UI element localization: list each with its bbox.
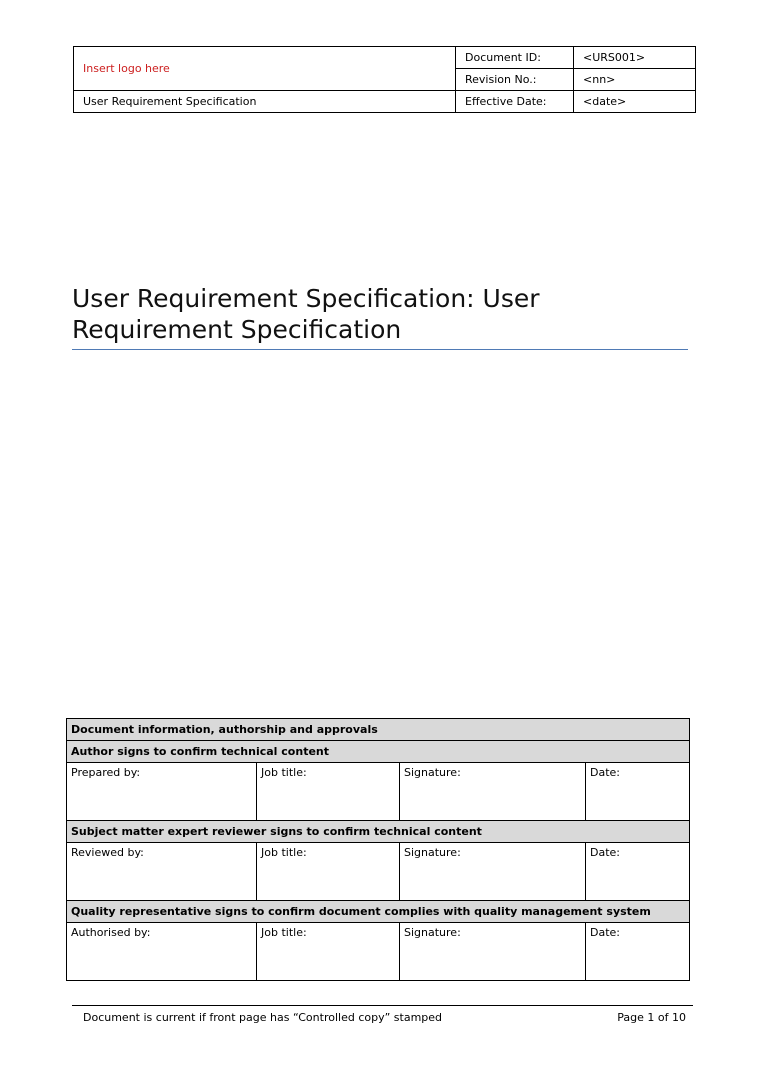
signature-field: Signature: [400, 763, 586, 821]
authorised-by-field: Authorised by: [67, 923, 257, 981]
job-title-field: Job title: [257, 843, 400, 901]
page-title: User Requirement Specification: User Requirement Specification [72, 284, 540, 344]
quality-section-heading: Quality representative signs to confirm document complies with quality management system [67, 901, 690, 923]
footer-note: Document is current if front page has “Controlled copy” stamped [83, 1011, 443, 1024]
reviewer-section-heading: Subject matter expert reviewer signs to confirm technical content [67, 821, 690, 843]
reviewed-by-field: Reviewed by: [67, 843, 257, 901]
date-field: Date: [586, 923, 690, 981]
quality-signature-row [67, 923, 690, 981]
date-field: Date: [586, 763, 690, 821]
logo-placeholder: Insert logo here [74, 47, 456, 91]
effective-date-label: Effective Date: [456, 91, 574, 113]
document-header-table [73, 46, 696, 113]
author-signature-row [67, 763, 690, 821]
job-title-field: Job title: [257, 923, 400, 981]
reviewer-signature-row [67, 843, 690, 901]
revision-label: Revision No.: [456, 69, 574, 91]
page-number: Page 1 of 10 [617, 1011, 686, 1024]
footer-rule [72, 1005, 693, 1006]
approvals-heading: Document information, authorship and approvals [67, 719, 690, 741]
date-field: Date: [586, 843, 690, 901]
author-section-heading: Author signs to confirm technical content [67, 741, 690, 763]
approvals-table [66, 718, 690, 981]
revision-value: <nn> [574, 69, 696, 91]
document-id-label: Document ID: [456, 47, 574, 69]
signature-field: Signature: [400, 843, 586, 901]
prepared-by-field: Prepared by: [67, 763, 257, 821]
document-name: User Requirement Specification [74, 91, 456, 113]
signature-field: Signature: [400, 923, 586, 981]
title-underline [72, 349, 688, 350]
job-title-field: Job title: [257, 763, 400, 821]
document-id-value: <URS001> [574, 47, 696, 69]
effective-date-value: <date> [574, 91, 696, 113]
